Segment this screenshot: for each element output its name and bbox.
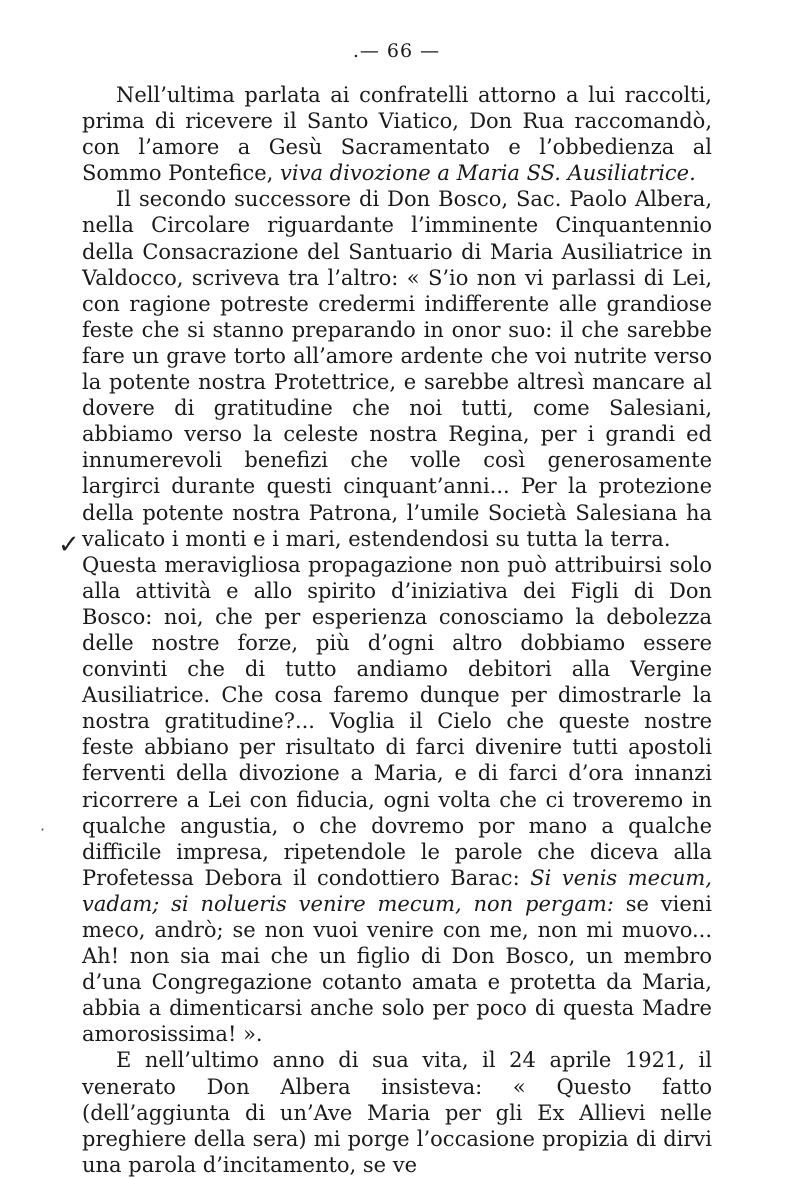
- margin-check-mark: ✓: [58, 530, 80, 560]
- paragraph-2: [82, 186, 712, 551]
- italic-segment: Si venis mecum, vadam; si nolueris venire mecum, non pergam:: [82, 865, 712, 916]
- text-segment: Il secondo successore di Don Bosco, Sac. Paolo Albera, nella Circolare riguardante l’imminente Cinquantennio della Consacrazione del Santuario di Maria Ausiliatrice in Valdocco, scriveva tra l’altro: « S’io non vi parlassi di Lei, con ragione potreste credermi indifferente alle grandiose feste che si stanno preparando in onor suo: il che sarebbe fare un grave torto all’amore ardente che voi nutrite verso la potente nostra Protettrice, e sarebbe altresì mancare al dovere di gratitudine che noi tutti, come Salesiani, abbiamo verso la celeste nostra Regina, per i grandi ed innumerevoli benefizi che volle così generosamente largirci durante questi cinquant’anni... Per la protezione della potente nostra Patrona, l’umile Società Salesiana ha valicato i monti e i mari, estendendosi su tutta la terra.: [82, 187, 712, 551]
- page-number: .— 66 —: [352, 40, 441, 62]
- margin-dot-mark: ·: [40, 820, 46, 839]
- text-segment: E nell’ultimo anno di sua vita, il 24 aprile 1921, il venerato Don Albera insisteva: « Questo fatto (dell’aggiunta di un’Ave Maria per gli Ex Allievi nelle preghiere della sera) mi porge l’occasione propizia di dirvi una parola d’incitamento, se ve: [82, 1048, 712, 1177]
- paragraph-3: [82, 552, 712, 1048]
- text-segment: se vieni meco, andrò; se non vuoi venire con me, non mi muovo... Ah! non sia mai che un figlio di Don Bosco, un membro d’una Congregazione cotanto amata e protetta da Maria, abbia a dimenticarsi anche solo per poco di questa Madre amorosissima! ».: [82, 891, 712, 1047]
- paragraph-4: [82, 1047, 712, 1177]
- italic-segment: viva divozione a Maria SS. Ausiliatrice.: [280, 161, 696, 186]
- text-segment: Questa meravigliosa propagazione non può attribuirsi solo alla attività e allo spirito d’iniziativa dei Figli di Don Bosco: noi, che per esperienza conosciamo la debolezza delle nostre forze, più d’ogni altro dobbiamo essere convinti che di tutto andiamo debitori alla Vergine Ausiliatrice. Che cosa faremo dunque per dimostrarle la nostra gratitudine?... Voglia il Cielo che queste nostre feste abbiano per risultato di farci divenire tutti apostoli ferventi della divozione a Maria, e di farci d’ora innanzi ricorrere a Lei con fiducia, ogni volta che ci troveremo in qualche angustia, o che dovremo por mano a qualche difficile impresa, ripetendole le parole che diceva alla Profetessa Debora il condottiero Barac:: [82, 552, 712, 890]
- body-text: [82, 82, 712, 1178]
- text-segment: Nell’ultima parlata ai confratelli attorno a lui raccolti, prima di ricevere il Santo Viatico, Don Rua raccomandò, con l’amore a Gesù Sacramentato e l’obbedienza al Sommo Pontefice,: [82, 83, 712, 186]
- paragraph-1: [82, 82, 712, 186]
